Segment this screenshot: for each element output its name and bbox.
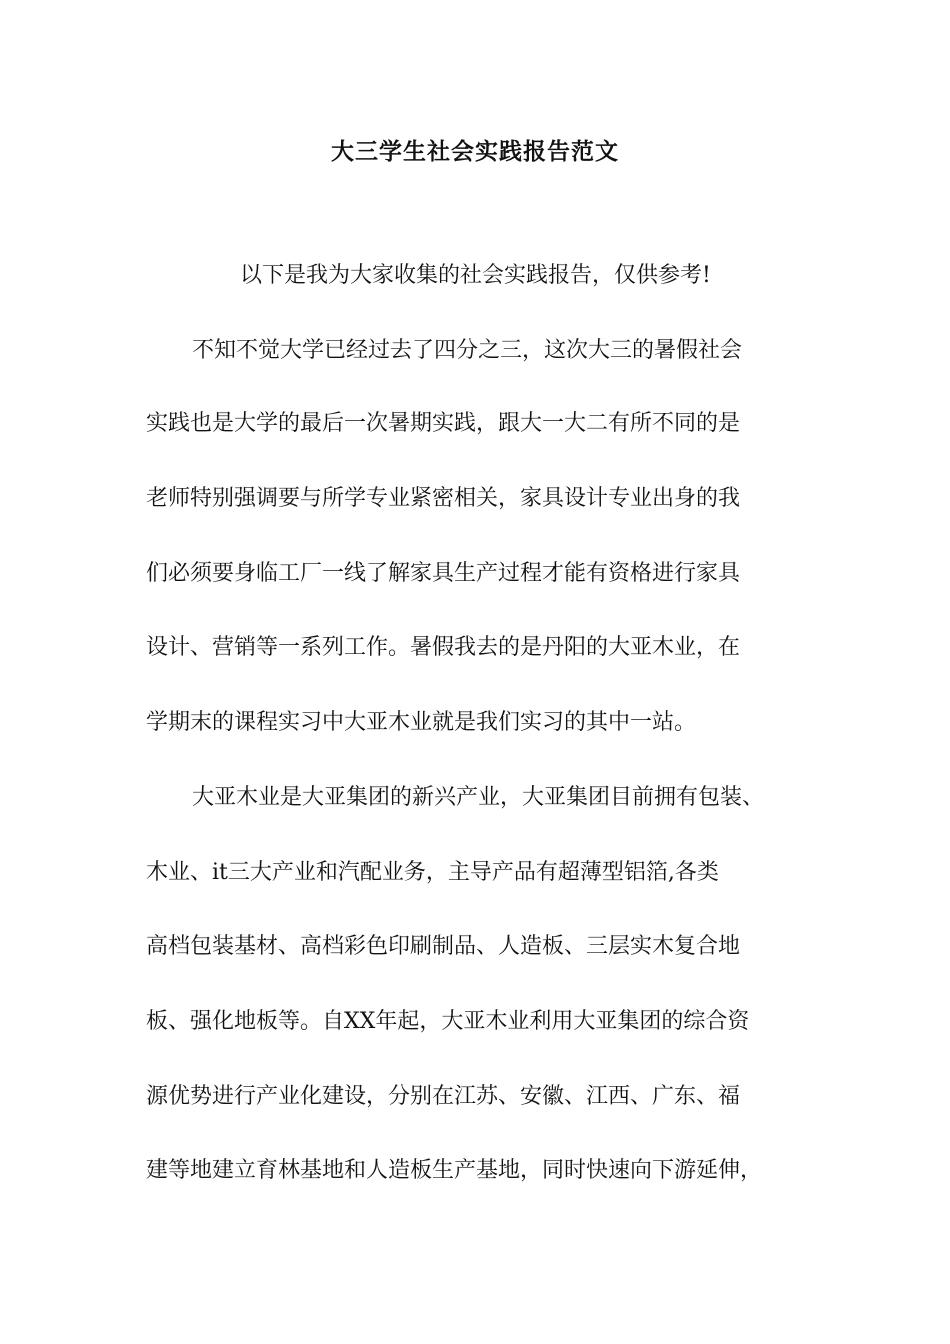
paragraph-2-line-1: 大亚木业是大亚集团的新兴产业，大亚集团目前拥有包装、 (192, 785, 765, 810)
paragraph-1-line-5: 设计、营销等一系列工作。暑假我去的是丹阳的大亚木业，在 (146, 635, 741, 660)
paragraph-1-line-4: 们必须要身临工厂一线了解家具生产过程才能有资格进行家具 (146, 561, 741, 586)
paragraph-1-line-2: 实践也是大学的最后一次暑期实践，跟大一大二有所不同的是 (146, 411, 741, 436)
paragraph-1-line-3: 老师特别强调要与所学专业紧密相关，家具设计专业出身的我 (146, 486, 741, 511)
paragraph-2-line-5: 源优势进行产业化建设，分别在江苏、安徽、江西、广东、福 (146, 1084, 741, 1109)
paragraph-2-line-4: 板、强化地板等。自XX年起，大亚木业利用大亚集团的综合资 (146, 1009, 750, 1034)
paragraph-2-line-3: 高档包装基材、高档彩色印刷制品、人造板、三层实木复合地 (146, 934, 741, 959)
paragraph-1-line-1: 不知不觉大学已经过去了四分之三，这次大三的暑假社会 (192, 338, 743, 363)
paragraph-2-line-2: 木业、it三大产业和汽配业务，主导产品有超薄型铝箔,各类 (146, 860, 719, 885)
paragraph-2-line-6: 建等地建立育林基地和人造板生产基地，同时快速向下游延伸， (146, 1158, 763, 1183)
document-title: 大三学生社会实践报告范文 (331, 138, 619, 165)
intro-line: 以下是我为大家收集的社会实践报告，仅供参考! (240, 263, 711, 288)
paragraph-1-line-6: 学期末的课程实习中大亚木业就是我们实习的其中一站。 (146, 710, 697, 735)
